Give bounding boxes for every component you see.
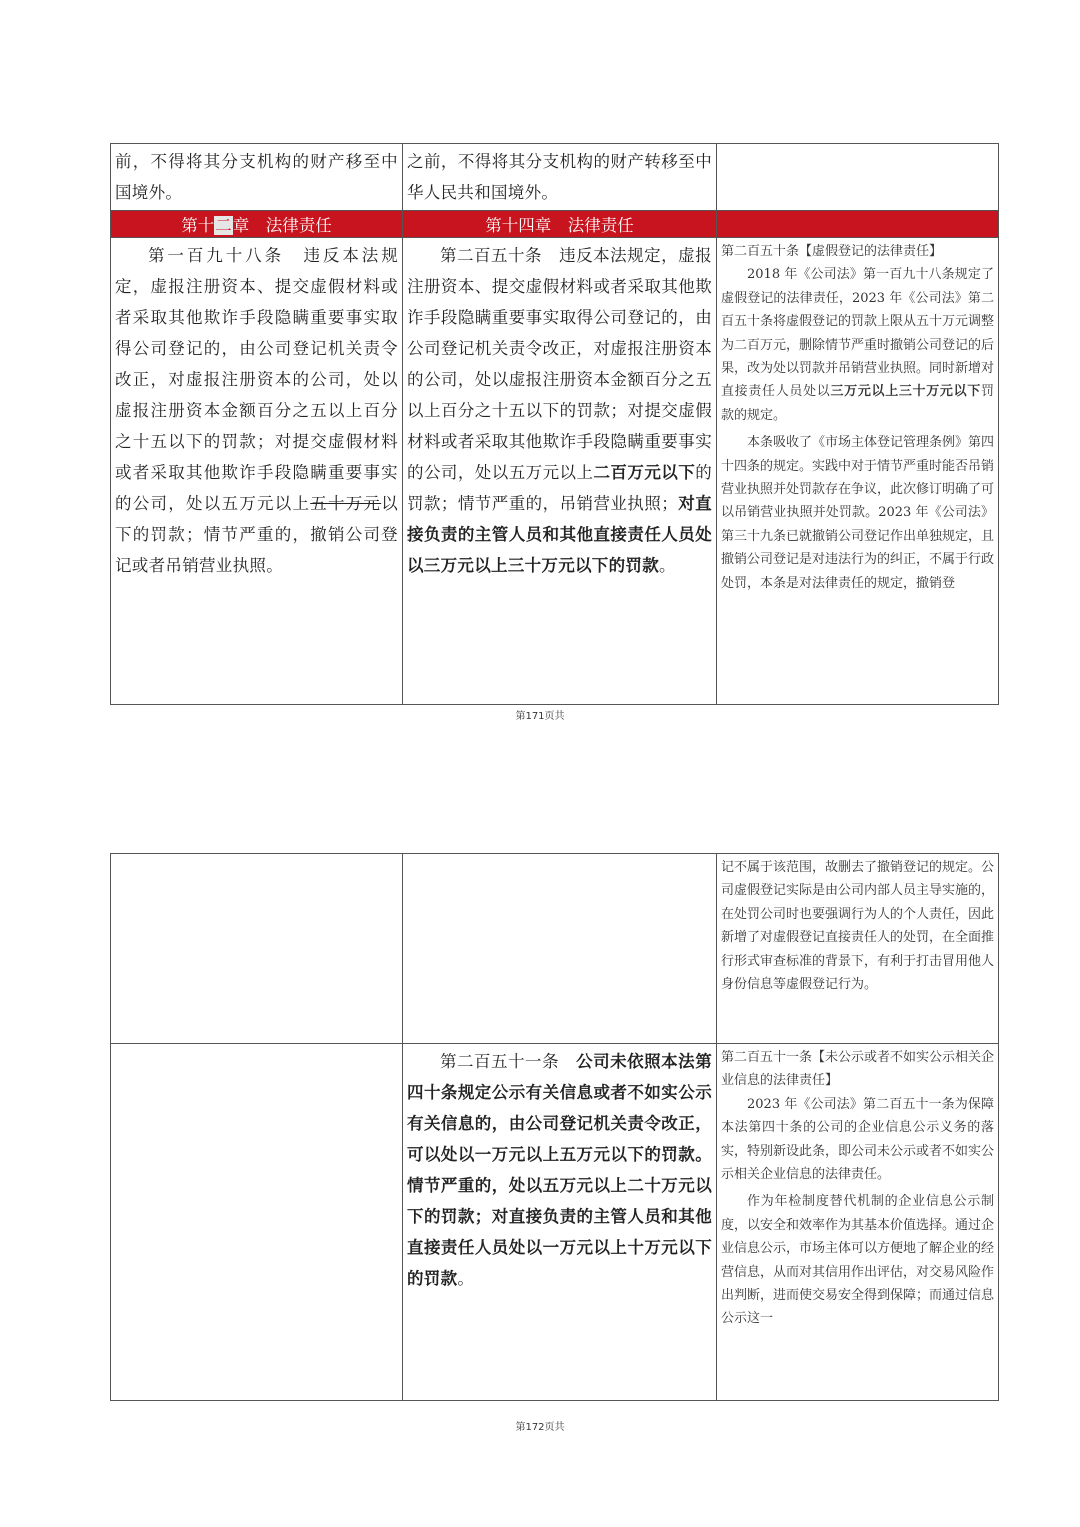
page-footer: 第171页共 [515,711,565,722]
new-law-article-250 [403,238,717,705]
old-law-cell [111,144,403,211]
commentary-article-251 [717,1044,999,1401]
page-footer: 第172页共 [515,1422,565,1433]
commentary-para-1a: 2018 年《公司法》第一百九十八条规定了虚假登记的法律责任，2023 年《公司法》第二百五十条将虚假登记的罚款上限从五十万元调整为二百万元，删除情节严重时撤销公司登记的后果，改为处以罚款并吊销营业执照。同时新增对直接责任人员处以 [721,267,995,400]
commentary-cell [717,144,999,211]
old-law-cell [111,854,403,1044]
deleted-text: 五十万元 [310,494,382,513]
old-article-text-b: 以下的罚款；情节严重的，撤销公司登记或者吊销营业执照。 [115,494,398,575]
chapter-header-old [111,211,403,238]
commentary-bold-amount: 三万元以上三十万元以下 [830,384,981,400]
new-article-text-b: 的罚款；情节严重的，吊销营业执照； [407,463,712,513]
new-law-article-251 [403,1044,717,1401]
comparison-table-page-172 [110,853,999,1401]
commentary-continued [717,854,999,1044]
commentary-para-2: 本条吸收了《市场主体登记管理条例》第四十四条的规定。实践中对于情节严重时能否吊销营业执照并处罚款存在争议，此次修订明确了可以吊销营业执照并处罚款。2023 年《公司法》第三十九条已就撤销公司登记作出单独规定，且撤销公司登记是对违法行为的纠正，不属于行政处罚，本条是对法律责任的规定，撤销登 [721,435,995,591]
commentary-para-1b: 罚款的规定。 [721,384,994,423]
old-law-article-198 [111,238,403,705]
commentary-continued-text: 记不属于该范围，故删去了撤销登记的规定。公司虚假登记实际是由公司内部人员主导实施的，在处罚公司时也要强调行为人的个人责任，因此新增了对虚假登记直接责任人的处罚，在全面推行形式审查标准的背景下，有利于打击冒用他人身份信息等虚假登记行为。 [721,860,995,993]
new-law-cell [403,144,717,211]
chapter-header-row [111,211,999,238]
chapter-title-new: 第十四章 法律责任 [485,216,634,235]
old-law-cell-empty [111,1044,403,1401]
commentary-title: 第二百五十一条【未公示或者不如实公示相关企业信息的法律责任】 [721,1050,995,1089]
commentary-para-1: 2023 年《公司法》第二百五十一条为保障本法第四十条的公司的企业信息公示义务的落实，特别新设此条，即公司未公示或者不如实公示相关企业信息的法律责任。 [721,1096,995,1183]
amended-text-1: 二百万元以下 [593,463,696,482]
article-number-251: 第二百五十一条 [440,1052,577,1071]
commentary-para-2: 作为年检制度替代机制的企业信息公示制度，以安全和效率作为其基本价值选择。通过企业信息公示，市场主体可以方便地了解企业的经营信息，从而对其信用作出评估，对交易风险作出判断，进而使交易安全得到保障；而通过信息公示这一 [721,1194,995,1327]
article-end: 。 [457,1269,475,1288]
new-article-text-a: 第二百五十条 违反本法规定，虚报注册资本、提交虚假材料或者采取其他欺诈手段隐瞒重要事实取得公司登记的，由公司登记机关责令改正，对虚报注册资本的公司，处以虚报注册资本金额百分之五以上百分之十五以下的罚款；对提交虚假材料或者采取其他欺诈手段隐瞒重要事实的公司，处以五万元以上 [407,246,712,482]
chapter-header-new [403,211,717,238]
commentary-title: 第二百五十条【虚假登记的法律责任】 [721,244,943,259]
chapter-title-old-b: 章 法律责任 [232,216,332,235]
chapter-header-blank [717,211,999,238]
commentary-article-250 [717,238,999,705]
comparison-table-page-171 [110,143,999,705]
old-article-text-a: 第一百九十八条 违反本法规定，虚报注册资本、提交虚假材料或者采取其他欺诈手段隐瞒重要事实取得公司登记的，由公司登记机关责令改正，对虚报注册资本的公司，处以虚报注册资本金额百分之五以上百分之十五以下的罚款；对提交虚假材料或者采取其他欺诈手段隐瞒重要事实的公司，处以五万元以上 [115,246,398,513]
new-law-text: 之前，不得将其分支机构的财产转移至中华人民共和国境外。 [407,152,712,202]
added-article-text: 公司未依照本法第四十条规定公示有关信息或者不如实公示有关信息的，由公司登记机关责令改正，可以处以一万元以上五万元以下的罚款。情节严重的，处以五万元以上二十万元以下的罚款；对直接负责的主管人员和其他直接责任人员处以一万元以上十万元以下的罚款 [407,1052,712,1288]
chapter-title-old-a: 第十 [181,216,215,235]
old-law-text: 前，不得将其分支机构的财产移至中国境外。 [115,152,398,202]
new-article-text-c: 。 [659,556,676,575]
added-text: 对直接负责的主管人员和其他直接责任人员处以三万元以上三十万元以下的罚款 [407,494,712,575]
new-law-cell [403,854,717,1044]
chapter-number-highlight: 二 [215,216,232,235]
